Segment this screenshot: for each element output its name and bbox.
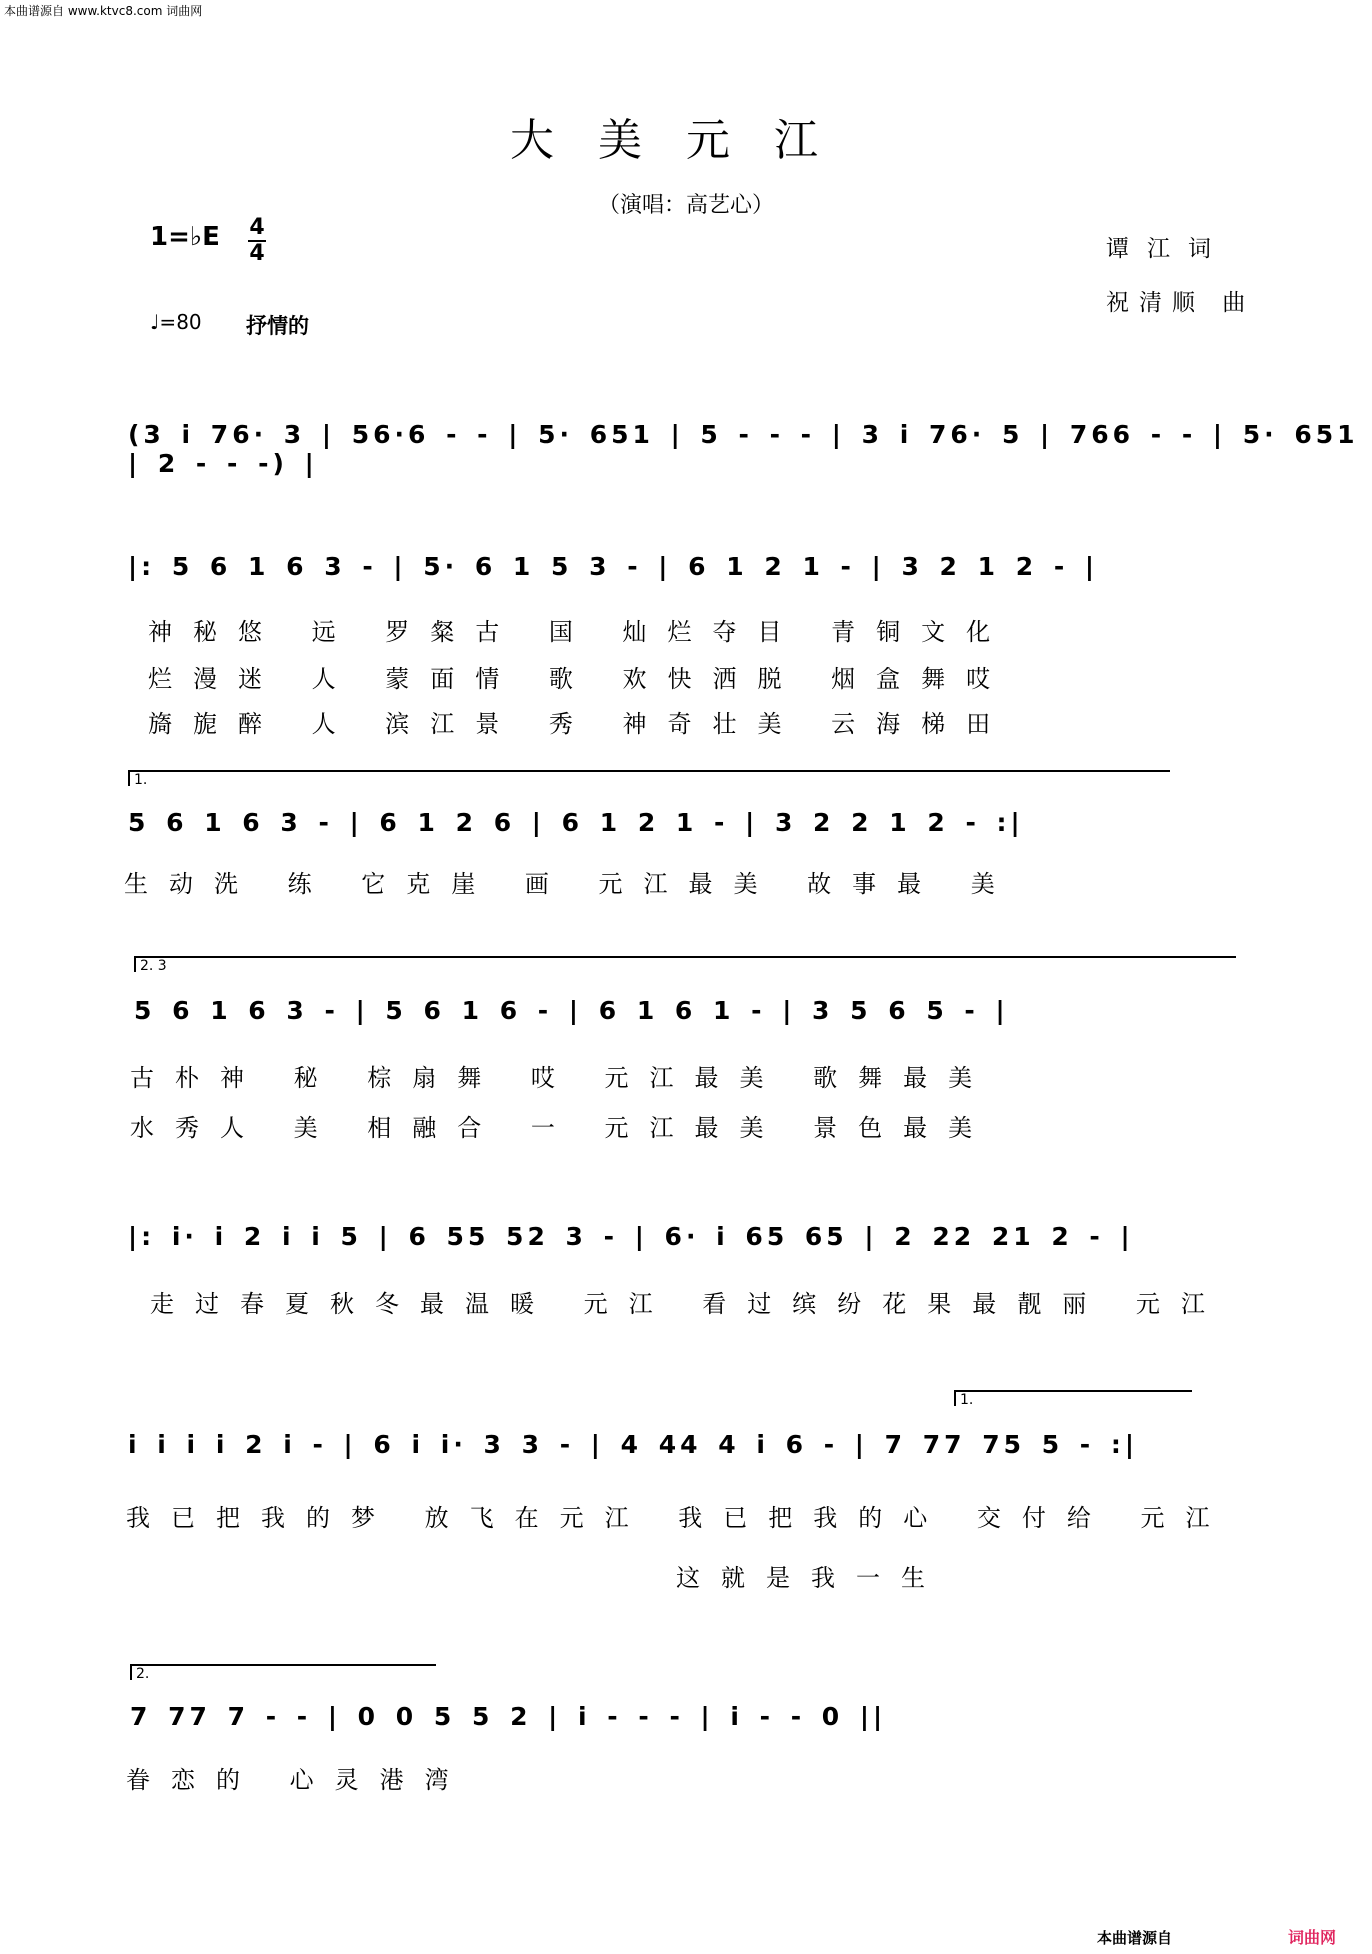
volta-label: 2. 3: [140, 958, 167, 974]
lyric-line: 生动洗 练 它克崖 画 元江最美 故事最 美: [124, 870, 1016, 898]
notation-line: 7 77 7 - - | 0 0 5 5 2 | i - - - | i - - 0 ||: [130, 1702, 887, 1731]
lyric-line: 眷恋的 心灵港湾: [126, 1766, 470, 1794]
footer-watermark: 本曲谱源自: [1096, 1929, 1172, 1947]
lyric-line: 古朴神 秘 棕扇舞 哎 元江最美 歌舞最美: [130, 1064, 994, 1092]
notation-line: 5 6 1 6 3 - | 5 6 1 6 - | 6 1 6 1 - | 3 5 6 5 - |: [134, 996, 1009, 1025]
lyric-line: 烂漫迷 人 蒙面情 歌 欢快洒脱 烟盒舞哎: [148, 665, 1012, 693]
lyric-line: 旖旎醉 人 滨江景 秀 神奇壮美 云海梯田: [148, 710, 1012, 738]
header-watermark: 本曲谱源自 www.ktvc8.com 词曲网: [4, 4, 203, 18]
time-sig-bottom: 4: [249, 241, 265, 266]
volta-bracket: [954, 1390, 1192, 1406]
composer-credit: 祝清顺 曲: [1106, 290, 1256, 316]
singer-credit: （演唱：高艺心）: [597, 193, 774, 218]
volta-bracket: [134, 956, 1236, 972]
notation-line: |: 5 6 1 6 3 - | 5· 6 1 5 3 - | 6 1 2 1 - | 3 2 1 2 - |: [128, 552, 1099, 581]
volta-bracket: [128, 770, 1170, 786]
notation-line: i i i i 2 i - | 6 i i· 3 3 - | 4 44 4 i 6 - | 7 77 75 5 - :|: [128, 1430, 1138, 1459]
volta-bracket: [130, 1664, 436, 1680]
lyric-line: 水秀人 美 相融合 一 元江最美 景色最美: [130, 1114, 994, 1142]
lyric-line: 走过春夏秋冬最温暖 元江 看过缤纷花果最靓丽 元江: [150, 1290, 1226, 1318]
volta-label: 2.: [136, 1666, 150, 1682]
lyric-line: 这就是我一生: [676, 1564, 946, 1592]
time-signature: [248, 216, 266, 266]
song-title: 大美元江: [510, 115, 862, 166]
notation-line: (3 i 76· 3 | 56·6 - - | 5· 651 | 5 - - - | 3 i 76· 5 | 766 - - | 5· 651 | 2 - - -) |: [128, 420, 1359, 478]
volta-label: 1.: [960, 1392, 974, 1408]
volta-label: 1.: [134, 772, 148, 788]
lyric-line: 神秘悠 远 罗粲古 国 灿烂夺目 青铜文化: [148, 618, 1012, 646]
site-logo[interactable]: 词曲网: [1287, 1928, 1336, 1947]
lyric-line: 我已把我的梦 放飞在元江 我已把我的心 交付给 元江: [126, 1504, 1231, 1532]
lyricist-credit: 谭江词: [1106, 236, 1229, 262]
notation-line: |: i· i 2 i i 5 | 6 55 52 3 - | 6· i 65 65 | 2 22 21 2 - |: [128, 1222, 1134, 1251]
notation-line: 5 6 1 6 3 - | 6 1 2 6 | 6 1 2 1 - | 3 2 2 1 2 - :|: [128, 808, 1024, 837]
time-sig-top: 4: [249, 215, 265, 240]
mood-marking: 抒情的: [246, 314, 309, 338]
tempo-marking: ♩=80: [150, 310, 202, 334]
key-signature: 1=♭E: [150, 222, 220, 252]
